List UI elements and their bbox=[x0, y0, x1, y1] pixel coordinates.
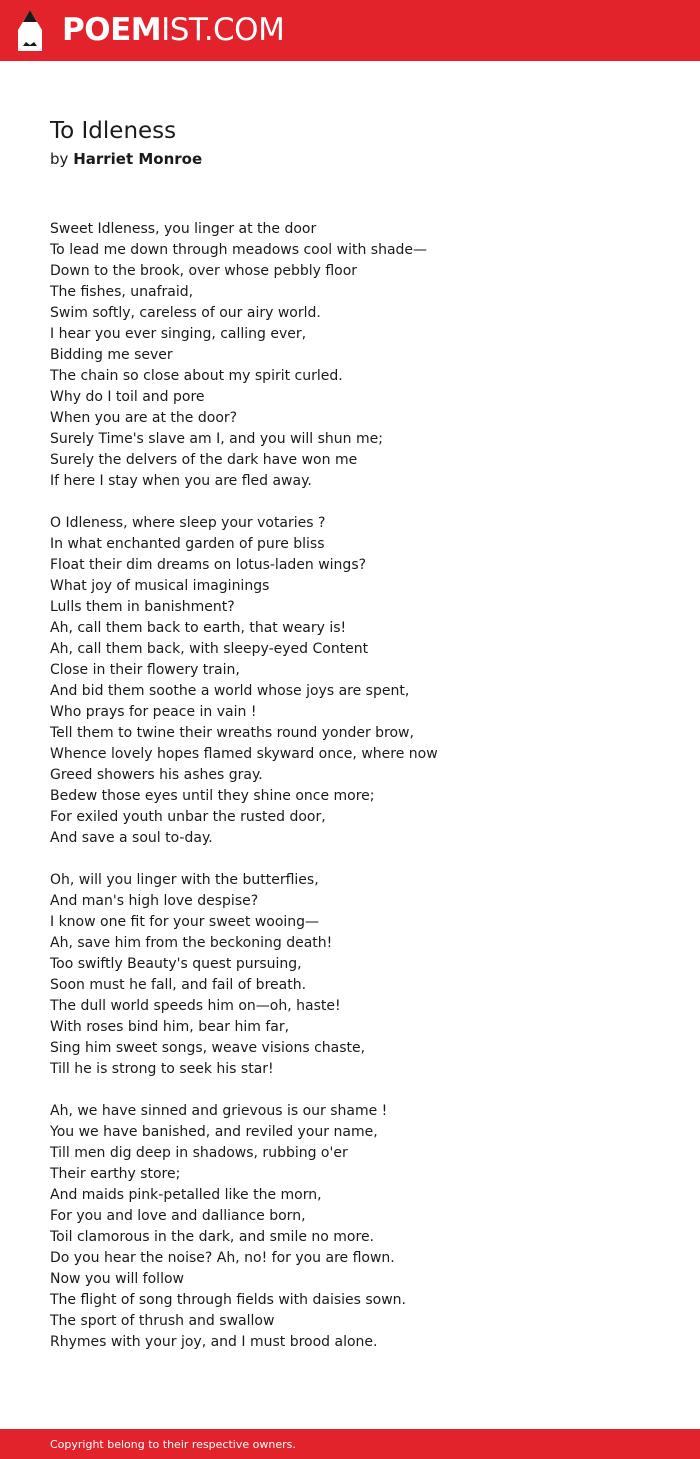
poem-line: Sing him sweet songs, weave visions chaste, bbox=[50, 1040, 366, 1056]
poem-line: Surely the delvers of the dark have won me bbox=[50, 452, 358, 468]
poem-line: With roses bind him, bear him far, bbox=[50, 1019, 290, 1035]
poem-line: When you are at the door? bbox=[50, 410, 238, 426]
poem-line: For exiled youth unbar the rusted door, bbox=[50, 809, 326, 825]
poem-body bbox=[50, 219, 670, 1374]
poem-line: Who prays for peace in vain ! bbox=[50, 704, 257, 720]
site-header bbox=[0, 0, 700, 61]
copyright-notice: Copyright belong to their respective owners. bbox=[50, 1438, 296, 1451]
poem-line: Whence lovely hopes flamed skyward once, where now bbox=[50, 746, 438, 762]
site-logo[interactable] bbox=[62, 12, 284, 48]
poem-line: Down to the brook, over whose pebbly floor bbox=[50, 263, 358, 279]
poem-line: If here I stay when you are fled away. bbox=[50, 473, 312, 489]
poem-line: Ah, call them back to earth, that weary is! bbox=[50, 620, 347, 636]
poem-line: To lead me down through meadows cool with shade— bbox=[50, 242, 428, 258]
poem-line: The sport of thrush and swallow bbox=[50, 1313, 275, 1329]
site-footer bbox=[0, 1429, 700, 1459]
poem-line: The fishes, unafraid, bbox=[50, 284, 194, 300]
poem-line: Lulls them in banishment? bbox=[50, 599, 235, 615]
poem-line: I know one fit for your sweet wooing— bbox=[50, 914, 320, 930]
poem-line: In what enchanted garden of pure bliss bbox=[50, 536, 325, 552]
poem-line: Greed showers his ashes gray. bbox=[50, 767, 263, 783]
poem-line: And man's high love despise? bbox=[50, 893, 259, 909]
poem-stanza bbox=[50, 870, 670, 1080]
poem-line: The flight of song through fields with daisies sown. bbox=[50, 1292, 407, 1308]
poem-stanza bbox=[50, 219, 670, 492]
poem-line: Too swiftly Beauty's quest pursuing, bbox=[50, 956, 302, 972]
poem-line: Tell them to twine their wreaths round yonder brow, bbox=[50, 725, 414, 741]
poem-line: Sweet Idleness, you linger at the door bbox=[50, 221, 317, 237]
poem-line: Till men dig deep in shadows, rubbing o'er bbox=[50, 1145, 348, 1161]
poem-stanza bbox=[50, 1101, 670, 1353]
poem-line: Float their dim dreams on lotus-laden wings? bbox=[50, 557, 367, 573]
poem-line: Soon must he fall, and fail of breath. bbox=[50, 977, 307, 993]
poem-line: Bedew those eyes until they shine once more; bbox=[50, 788, 375, 804]
pencil-icon[interactable] bbox=[17, 9, 43, 52]
poem-line: O Idleness, where sleep your votaries ? bbox=[50, 515, 326, 531]
poem-line: Till he is strong to seek his star! bbox=[50, 1061, 274, 1077]
poem-line: Oh, will you linger with the butterflies, bbox=[50, 872, 319, 888]
poem-line: Ah, save him from the beckoning death! bbox=[50, 935, 333, 951]
poem-line: Ah, we have sinned and grievous is our shame ! bbox=[50, 1103, 388, 1119]
poem-line: And bid them soothe a world whose joys are spent, bbox=[50, 683, 410, 699]
poem-line: What joy of musical imaginings bbox=[50, 578, 270, 594]
poem-line: Bidding me sever bbox=[50, 347, 173, 363]
poem-line: Toil clamorous in the dark, and smile no more. bbox=[50, 1229, 375, 1245]
poem-line: Swim softly, careless of our airy world. bbox=[50, 305, 321, 321]
poem-line: Surely Time's slave am I, and you will shun me; bbox=[50, 431, 383, 447]
poem-line: I hear you ever singing, calling ever, bbox=[50, 326, 307, 342]
poem-title: To Idleness bbox=[50, 118, 177, 144]
poem-line: Ah, call them back, with sleepy-eyed Content bbox=[50, 641, 369, 657]
poem-line: For you and love and dalliance born, bbox=[50, 1208, 306, 1224]
logo-brand-bold: POEM bbox=[62, 12, 162, 48]
poem-line: The chain so close about my spirit curled. bbox=[50, 368, 343, 384]
poem-line: And maids pink-petalled like the morn, bbox=[50, 1187, 322, 1203]
poem-line: Close in their flowery train, bbox=[50, 662, 240, 678]
poem-line: Their earthy store; bbox=[50, 1166, 181, 1182]
poem-line: The dull world speeds him on—oh, haste! bbox=[50, 998, 341, 1014]
poem-line: You we have banished, and reviled your name, bbox=[50, 1124, 378, 1140]
by-label: by bbox=[50, 150, 69, 168]
logo-brand-light: IST.COM bbox=[161, 12, 285, 48]
poem-line: Rhymes with your joy, and I must brood alone. bbox=[50, 1334, 378, 1350]
poem-stanza bbox=[50, 513, 670, 849]
poem-author: Harriet Monroe bbox=[73, 150, 203, 168]
poem-line: Do you hear the noise? Ah, no! for you are flown. bbox=[50, 1250, 395, 1266]
poem-byline bbox=[50, 149, 202, 169]
poem-line: Why do I toil and pore bbox=[50, 389, 205, 405]
poem-line: And save a soul to-day. bbox=[50, 830, 213, 846]
poem-line: Now you will follow bbox=[50, 1271, 184, 1287]
